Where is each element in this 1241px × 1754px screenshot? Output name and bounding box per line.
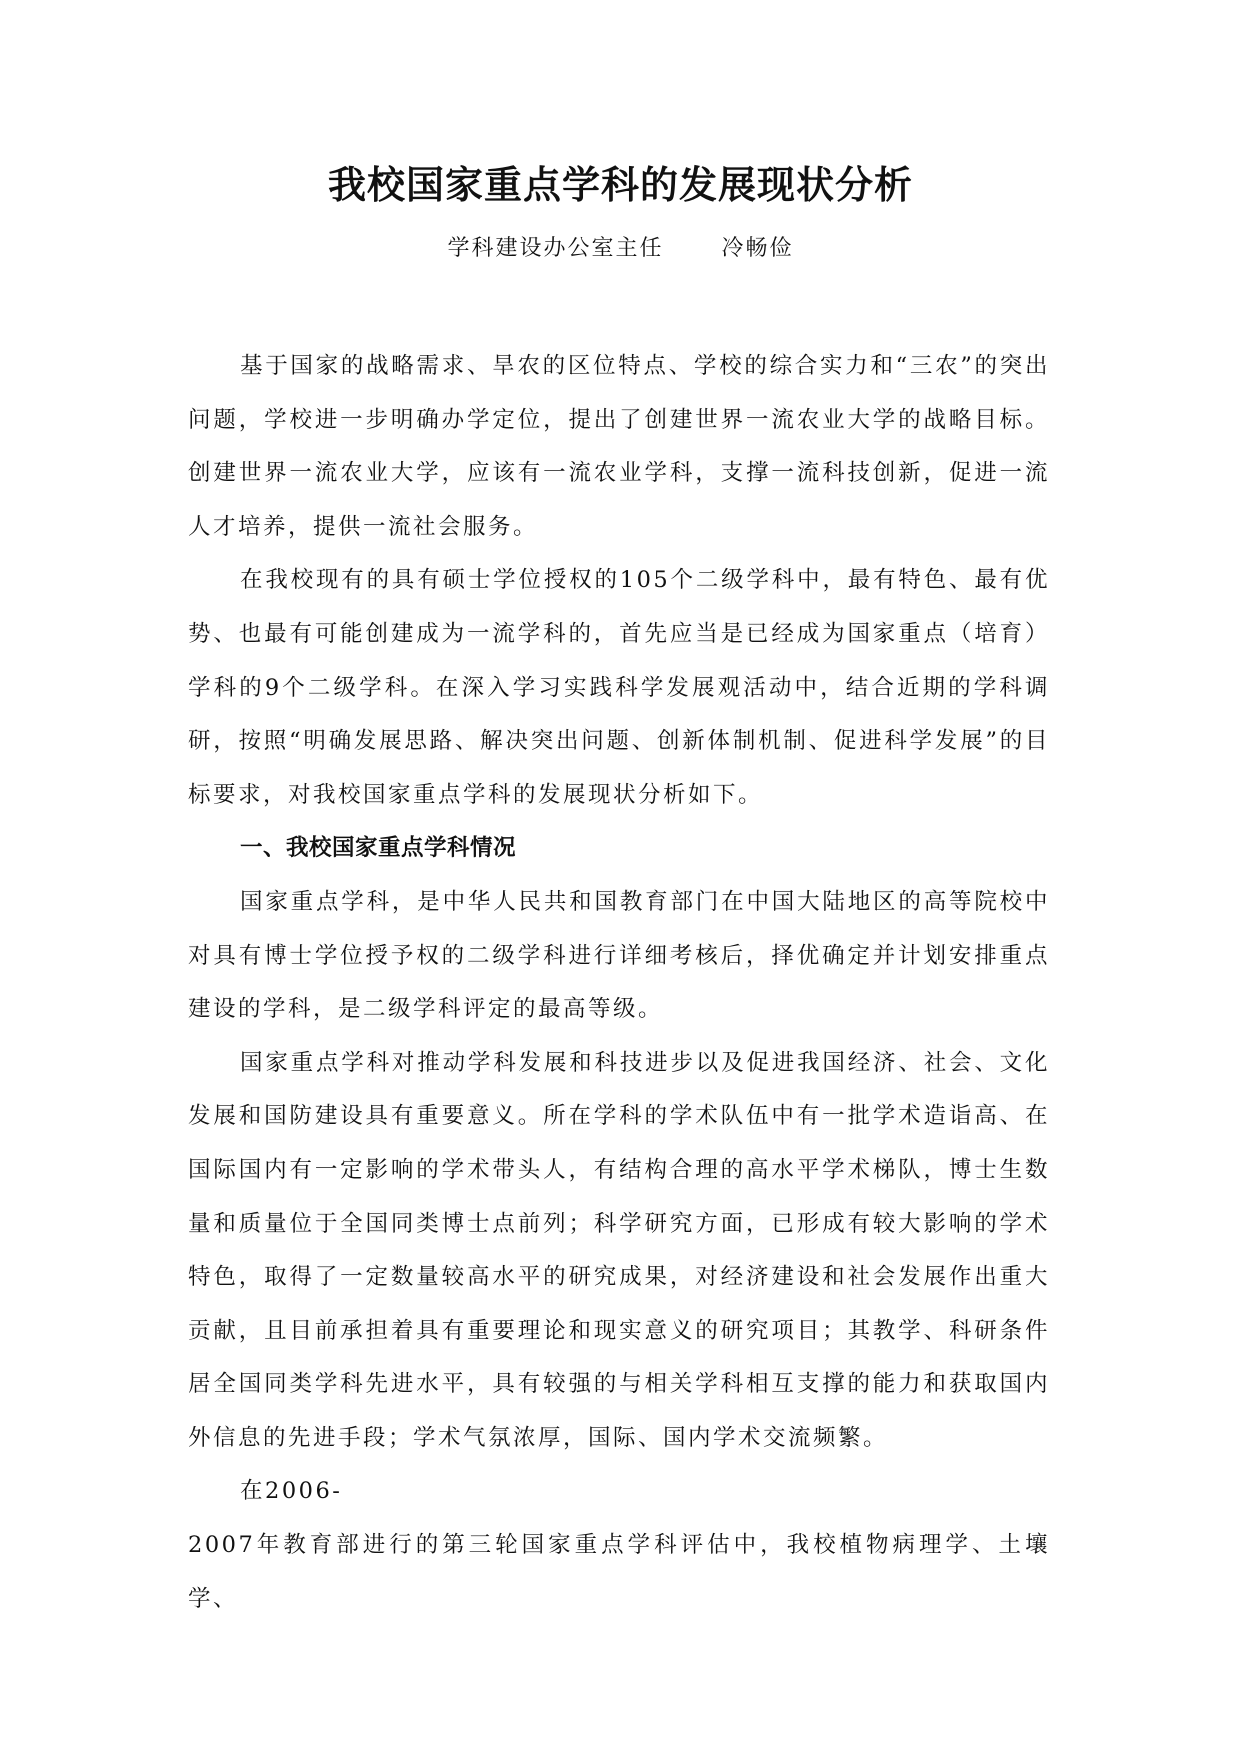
paragraph-significance: 国家重点学科对推动学科发展和科技进步以及促进我国经济、社会、文化发展和国防建设具有重要意义。所在学科的学术队伍中有一批学术造诣高、在国际国内有一定影响的学术带头人，有结构合理的高水平学术梯队，博士生数量和质量位于全国同类博士点前列；科学研究方面，已形成有较大影响的学术特色，取得了一定数量较高水平的研究成果，对经济建设和社会发展作出重大贡献，且目前承担着具有重要理论和现实意义的研究项目；其教学、科研条件居全国同类学科先进水平，具有较强的与相关学科相互支撑的能力和获取国内外信息的先进手段；学术气氛浓厚，国际、国内学术交流频繁。 — [188, 1049, 1050, 1451]
document-title: 我校国家重点学科的发展现状分析 — [327, 163, 913, 207]
section-heading-1: 一、我校国家重点学科情况 — [240, 835, 517, 862]
author-role: 学科建设办公室主任 — [447, 236, 664, 261]
document-body — [188, 340, 1050, 1626]
paragraph-intro: 基于国家的战略需求、旱农的区位特点、学校的综合实力和“三农”的突出问题，学校进一步明确办学定位，提出了创建世界一流农业大学的战略目标。创建世界一流农业大学，应该有一流农业学科，支撑一流科技创新，促进一流人才培养，提供一流社会服务。 — [188, 353, 1050, 540]
author-name: 冷畅俭 — [721, 236, 794, 261]
paragraph-evaluation-start: 在2006- — [240, 1478, 343, 1505]
paragraph-definition: 国家重点学科，是中华人民共和国教育部门在中国大陆地区的高等院校中对具有博士学位授予权的二级学科进行详细考核后，择优确定并计划安排重点建设的学科，是二级学科评定的最高等级。 — [188, 888, 1050, 1023]
paragraph-discipline-overview: 在我校现有的具有硕士学位授权的105个二级学科中，最有特色、最有优势、也最有可能创建成为一流学科的，首先应当是已经成为国家重点（培育）学科的9个二级学科。在深入学习实践科学发展观活动中，结合近期的学科调研，按照“明确发展思路、解决突出问题、创新体制机制、促进科学发展”的目标要求，对我校国家重点学科的发展现状分析如下。 — [188, 567, 1050, 808]
author-byline — [0, 229, 1241, 269]
paragraph-evaluation-continued: 2007年教育部进行的第三轮国家重点学科评估中，我校植物病理学、土壤学、 — [188, 1532, 1050, 1612]
